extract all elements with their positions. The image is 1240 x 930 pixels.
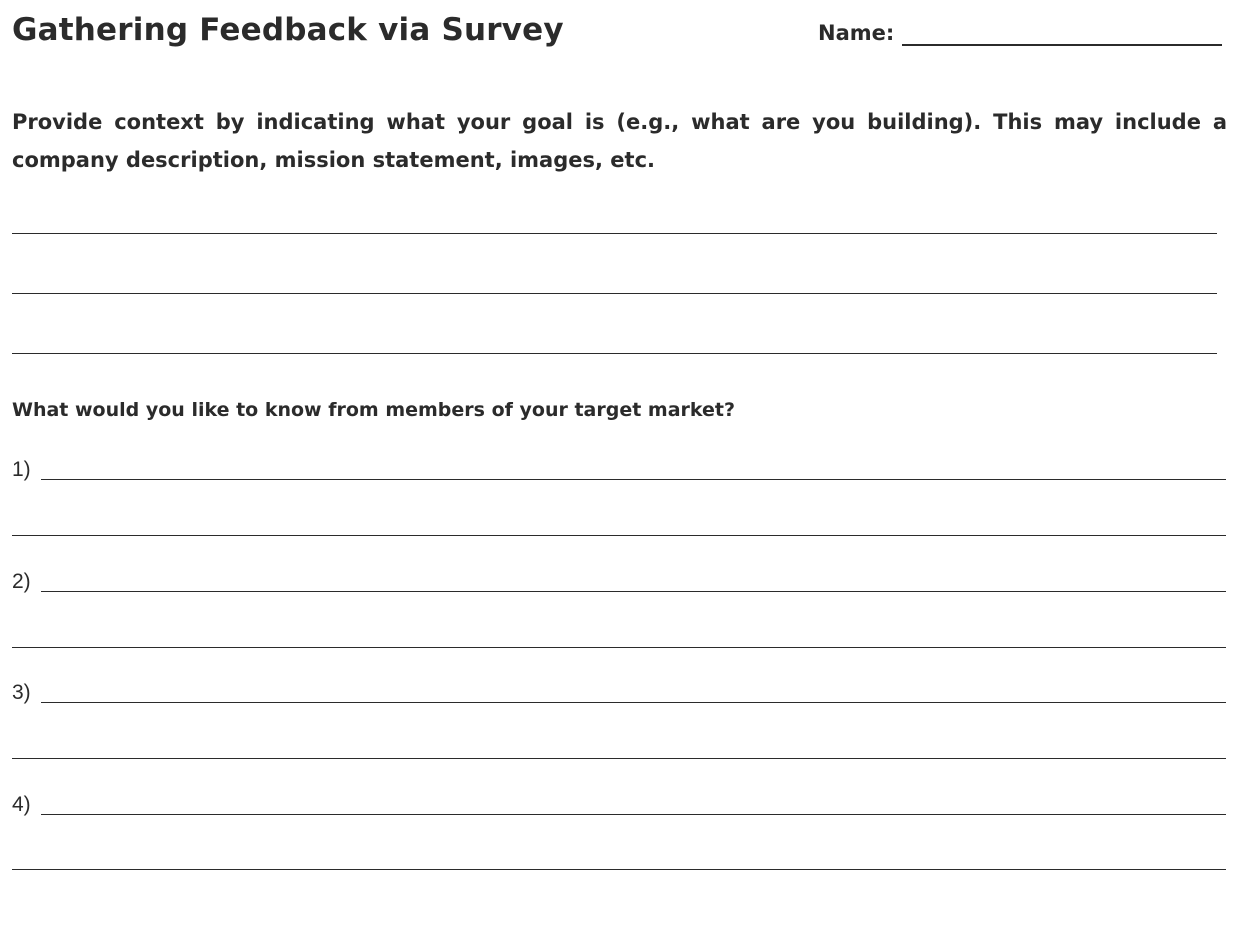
question-number: 2) [12, 570, 31, 593]
question-answer-line[interactable] [12, 647, 1226, 648]
context-answer-line[interactable] [12, 233, 1217, 234]
question-answer-line[interactable] [12, 758, 1226, 759]
context-prompt: Provide context by indicating what your goal is (e.g., what are you building). This may include a company description, mission statement, images, etc. [12, 110, 1227, 172]
question-answer-line[interactable] [41, 814, 1226, 815]
context-answer-line[interactable] [12, 353, 1217, 354]
question-answer-line[interactable] [12, 869, 1226, 870]
question-number: 1) [12, 458, 31, 481]
name-field-line[interactable] [902, 44, 1222, 46]
question-number: 4) [12, 793, 31, 816]
question-number: 3) [12, 681, 31, 704]
question-answer-line[interactable] [41, 702, 1226, 703]
page-title: Gathering Feedback via Survey [12, 12, 564, 48]
context-answer-line[interactable] [12, 293, 1217, 294]
question-answer-line[interactable] [41, 479, 1226, 480]
question-answer-line[interactable] [41, 591, 1226, 592]
name-label: Name: [818, 21, 895, 45]
questions-heading: What would you like to know from members of your target market? [12, 399, 736, 421]
question-answer-line[interactable] [12, 535, 1226, 536]
